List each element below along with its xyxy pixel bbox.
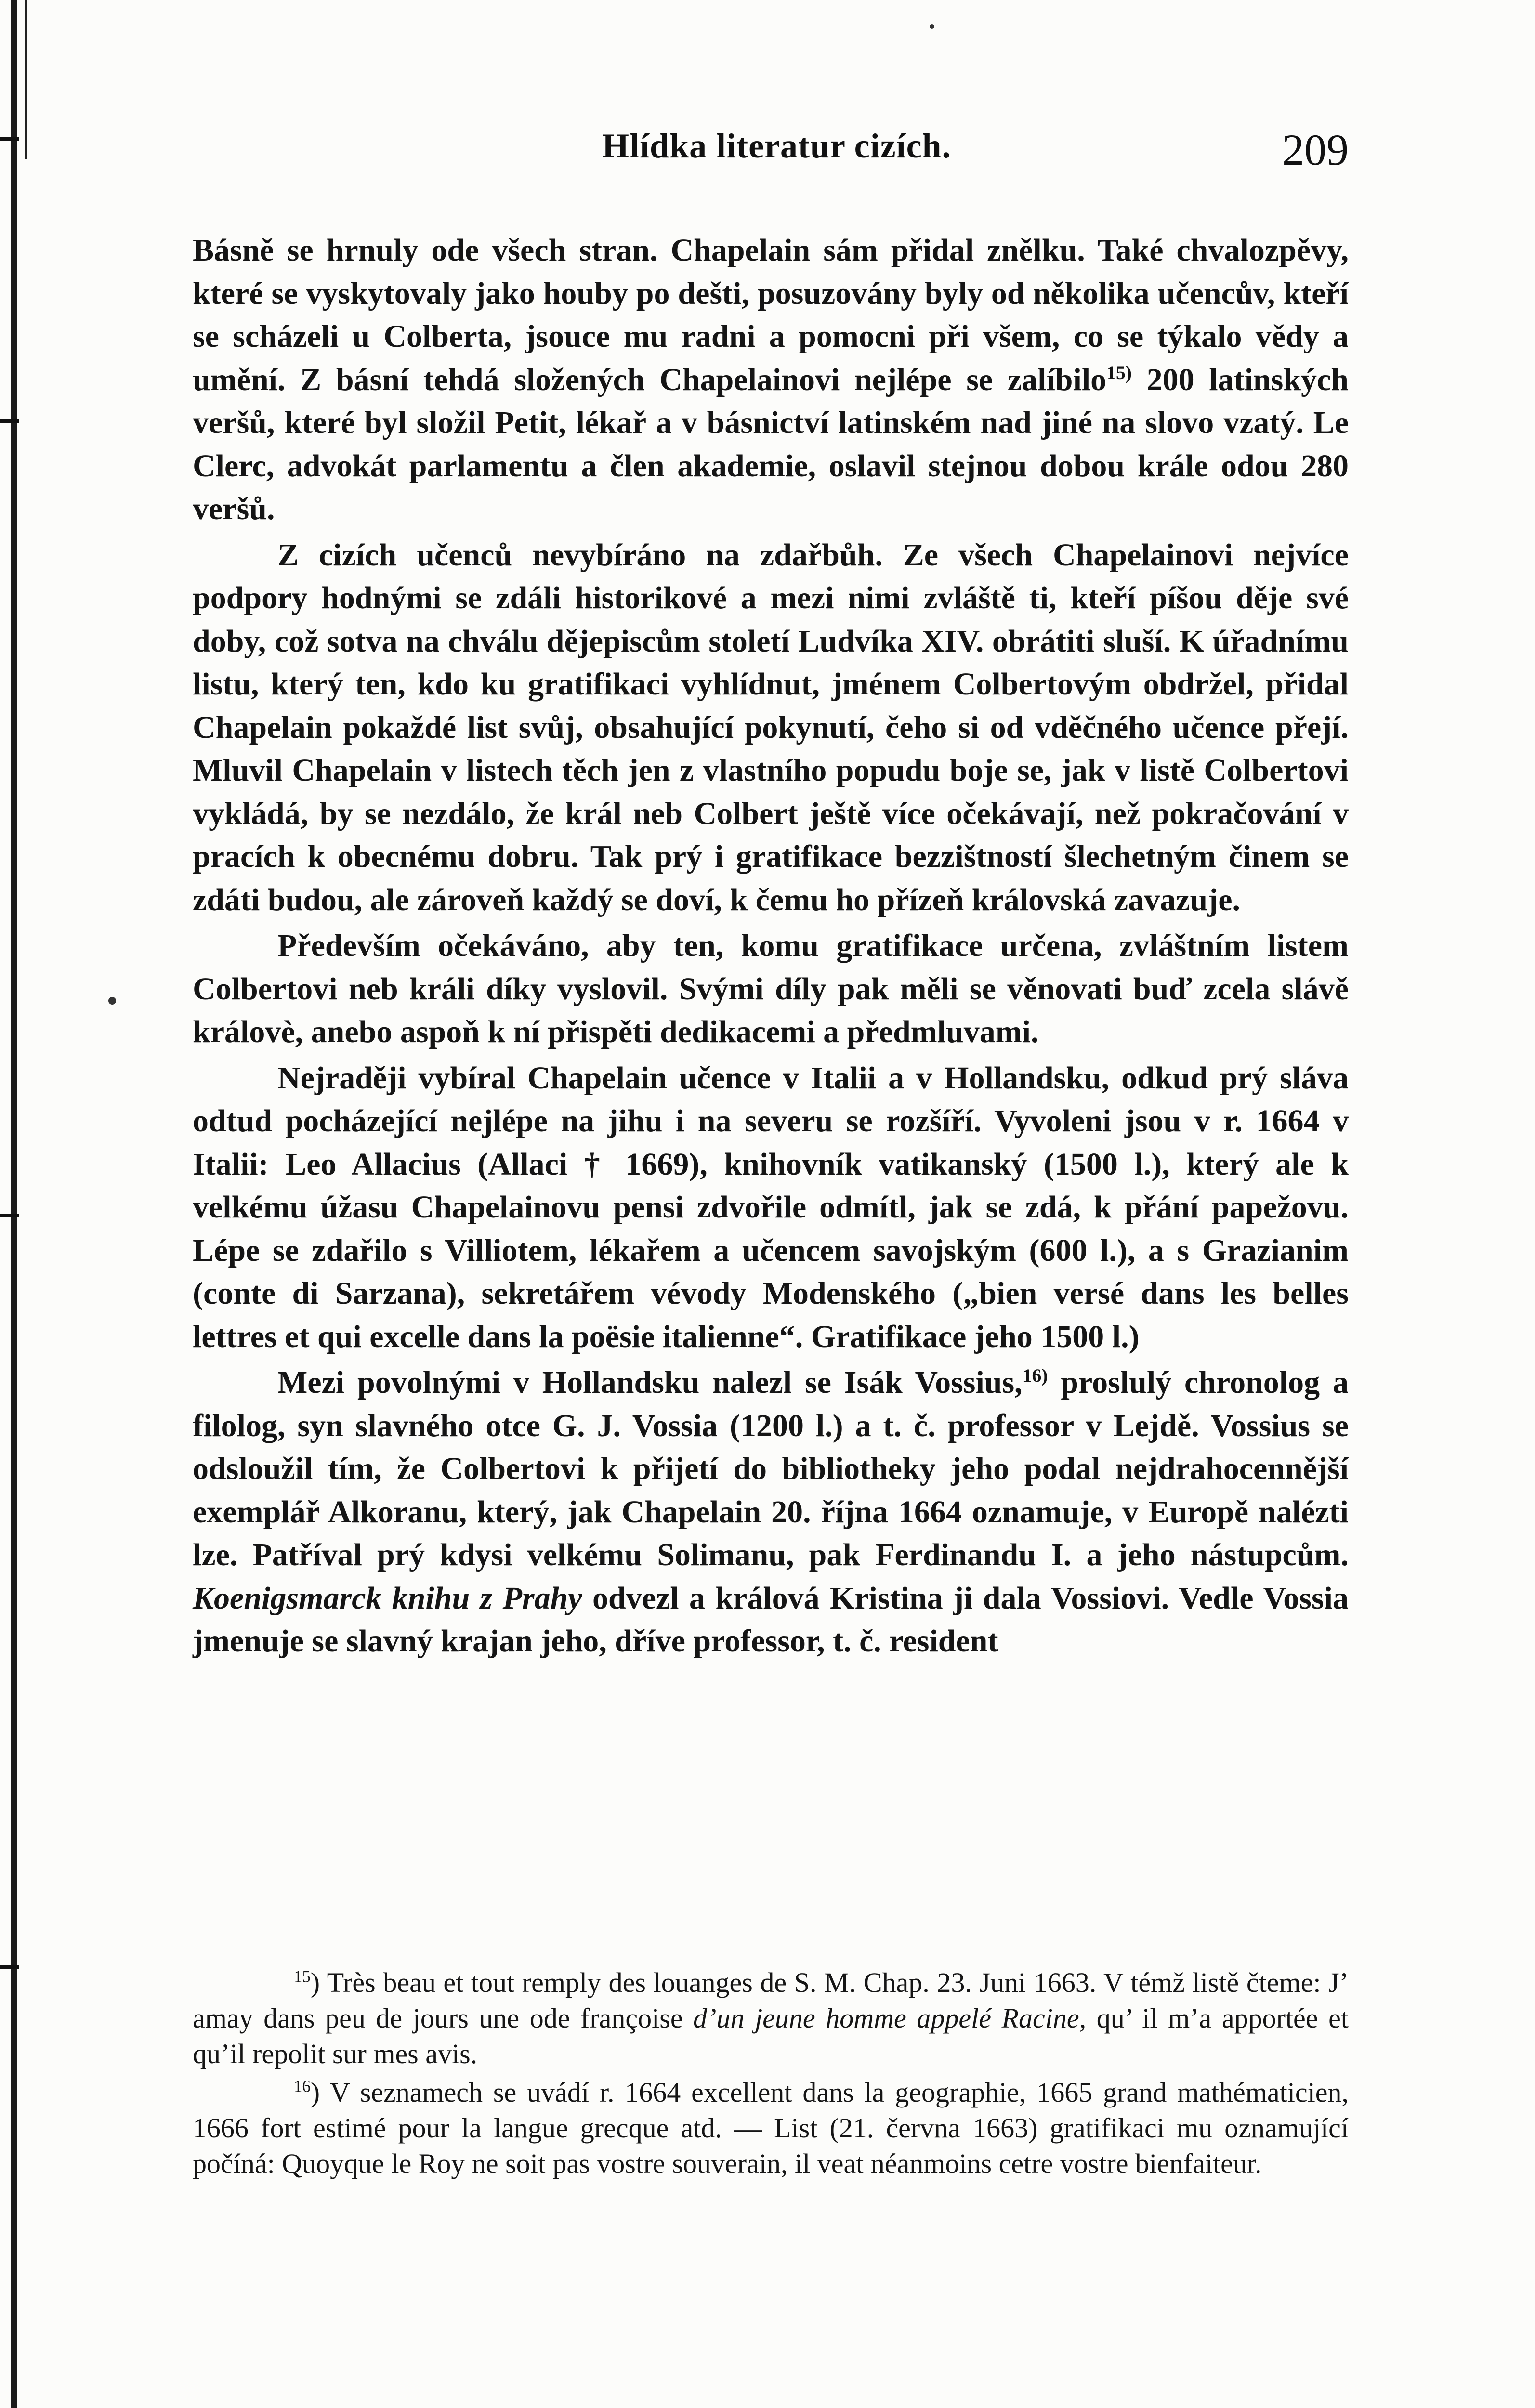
scan-speck [930, 24, 934, 29]
paragraph-3: Především očekáváno, aby ten, komu gratifikace určena, zvláštním listem Colbertovi neb králi díky vyslovil. Svými díly pak měli se věnovati buď zcela slávě královè, anebo aspoň k ní přispěti dedikacemi a předmluvami. [193, 928, 1349, 1049]
paragraph-5-text-end: odvezl a králová Kristina ji dala Vossiovi. Vedle Vossia jmenuje se slavný krajan jeho, dříve professor, t. č. resident [193, 1580, 1349, 1659]
paragraph-2: Z cizích učenců nevybíráno na zdařbůh. Ze všech Chapelainovi nejvíce podpory hodnými se zdáli historikové a mezi nimi zvláště ti, kteří píšou děje své doby, což sotva na chválu dějepiscům století Ludvíka XIV. obrátiti sluší. K úřadnímu listu, který ten, kdo ku gratifikaci vyhlídnut, jménem Colbertovým obdržel, přidal Chapelain pokaždé list svůj, obsahující pokynutí, čeho si od vděčného učence přejí. Mluvil Chapelain v listech těch jen z vlastního popudu boje se, jak v listě Colbertovi vykládá, by se nezdálo, že král neb Colbert ještě více očekávají, než pokračování v pracích k obecnému dobru. Tak prý i gratifikace bezzištností šlechetným činem se zdáti budou, ale zároveň každý se doví, k čemu ho přízeň královská zavazuje. [193, 537, 1349, 917]
paragraph-5-text: Mezi povolnými v Hollandsku nalezl se Isák Vossius, [277, 1365, 1023, 1400]
paragraph-1-text: Básně se hrnuly ode všech stran. Chapelain sám přidal znělku. Také chvalozpěvy, které se vyskytovaly jako houby po dešti, posuzovány byly od několika učencův, kteří se scházeli u Colberta, jsouce mu radni a pomocni při všem, co se týkalo vědy a umění. Z básní tehdá složených Chapelainovi nejlépe se zalíbilo [193, 233, 1349, 397]
footnote-ref-15-number: 15 [1106, 362, 1126, 383]
footnote-ref-15[interactable]: 15) [1106, 362, 1132, 383]
margin-tick-mark [0, 1965, 19, 1969]
scan-speck [108, 997, 116, 1005]
running-title: Hlídka literatur cizích. [602, 127, 951, 165]
margin-tick-mark [0, 1214, 19, 1217]
page-header [193, 120, 1349, 178]
paragraph-4: Nejraději vybíral Chapelain učence v Italii a v Hollandsku, odkud prý sláva odtud pocházející nejlépe na jihu i na severu se rozšíří. Vyvoleni jsou v r. 1664 v Italii: Leo Allacius (Allaci † 1669), knihovník vatikanský (1500 l.), který ale k velkému úžasu Chapelainovu pensi zdvořile odmítl, jak se zdá, k přání papežovu. Lépe se zdařilo s Villiotem, lékařem a učencem savojským (600 l.), a s Grazianim (conte di Sarzana), sekretářem vévody Modenského („bien versé dans les belles lettres et qui excelle dans la poësie italienne“. Gratifikace jeho 1500 l.) [193, 1060, 1349, 1354]
footnote-16-text: V seznamech se uvádí r. 1664 excellent dans la geographie, 1665 grand mathématicien, 1666 fort estimé pour la langue grecque atd. — List (21. června 1663) gratifikaci mu oznamující počíná: Quoyque le Roy ne soit pas vostre souverain, il veat néanmoins cetre vostre bienfaiteur. [193, 2077, 1349, 2179]
footnote-16-mark: 16 [294, 2077, 311, 2096]
binding-edge-line-secondary [25, 0, 27, 159]
footnote-15-text-end: qu’ il m’a apportée et qu’il repolit sur mes avis. [193, 2002, 1349, 2069]
footnote-15-text: Très beau et tout remply des louanges de S. M. Chap. 23. Juni 1663. V témž listě čteme: J’ amay dans peu de jours une ode françoise [193, 1967, 1349, 2034]
footnote-15-mark: 15 [294, 1967, 311, 1986]
paragraph-1 [193, 229, 1349, 531]
page-number: 209 [1282, 125, 1349, 174]
italic-phrase: Koenigsmarck knihu z Prahy [193, 1580, 582, 1616]
footnote-15-italic: d’un jeune homme appelé Racine, [693, 2002, 1087, 2034]
footnotes [193, 1965, 1349, 2182]
binding-edge-line [11, 0, 17, 2408]
footnote-ref-16-number: 16 [1022, 1365, 1042, 1386]
margin-tick-mark [0, 419, 19, 423]
paragraph-5 [193, 1361, 1349, 1663]
margin-tick-mark [0, 137, 19, 141]
footnote-15: $^{15}$) Très beau et tout remply des louanges de S. M. Chap. 23. Juni 1663. V témž listě čteme: J’ amay dans peu de jours une ode françoise d’un jeune homme appelé Racine, qu’ il m’a apportée et qu’il repolit sur mes avis. [193, 1967, 1349, 2069]
footnote-16: $^{16}$) V seznamech se uvádí r. 1664 excellent dans la geographie, 1665 grand mathématicien, 1666 fort estimé pour la langue grecque atd. — List (21. června 1663) gratifikaci mu oznamující počíná: Quoyque le Roy ne soit pas vostre souverain, il veat néanmoins cetre vostre bienfaiteur. [193, 2077, 1349, 2179]
footnote-ref-16[interactable]: 16) [1022, 1365, 1048, 1386]
main-text [193, 229, 1349, 1663]
paragraph-5-text-cont: proslulý chronolog a filolog, syn slavného otce G. J. Vossia (1200 l.) a t. č. professor v Lejdě. Vossius se odsloužil tím, že Colbertovi k přijetí do bibliotheky jeho podal nejdrahocennější exemplář Alkoranu, který, jak Chapelain 20. října 1664 oznamuje, v Europě nalézti lze. Patříval prý kdysi velkému Solimanu, pak Ferdinandu I. a jeho nástupcům. [193, 1365, 1349, 1572]
paragraph-1-text-cont: 200 latinských veršů, které byl složil Petit, lékař a v básnictví latinském nad jiné na slovo vzatý. Le Clerc, advokát parlamentu a člen akademie, oslavil stejnou dobou krále odou 280 veršů. [193, 362, 1349, 526]
